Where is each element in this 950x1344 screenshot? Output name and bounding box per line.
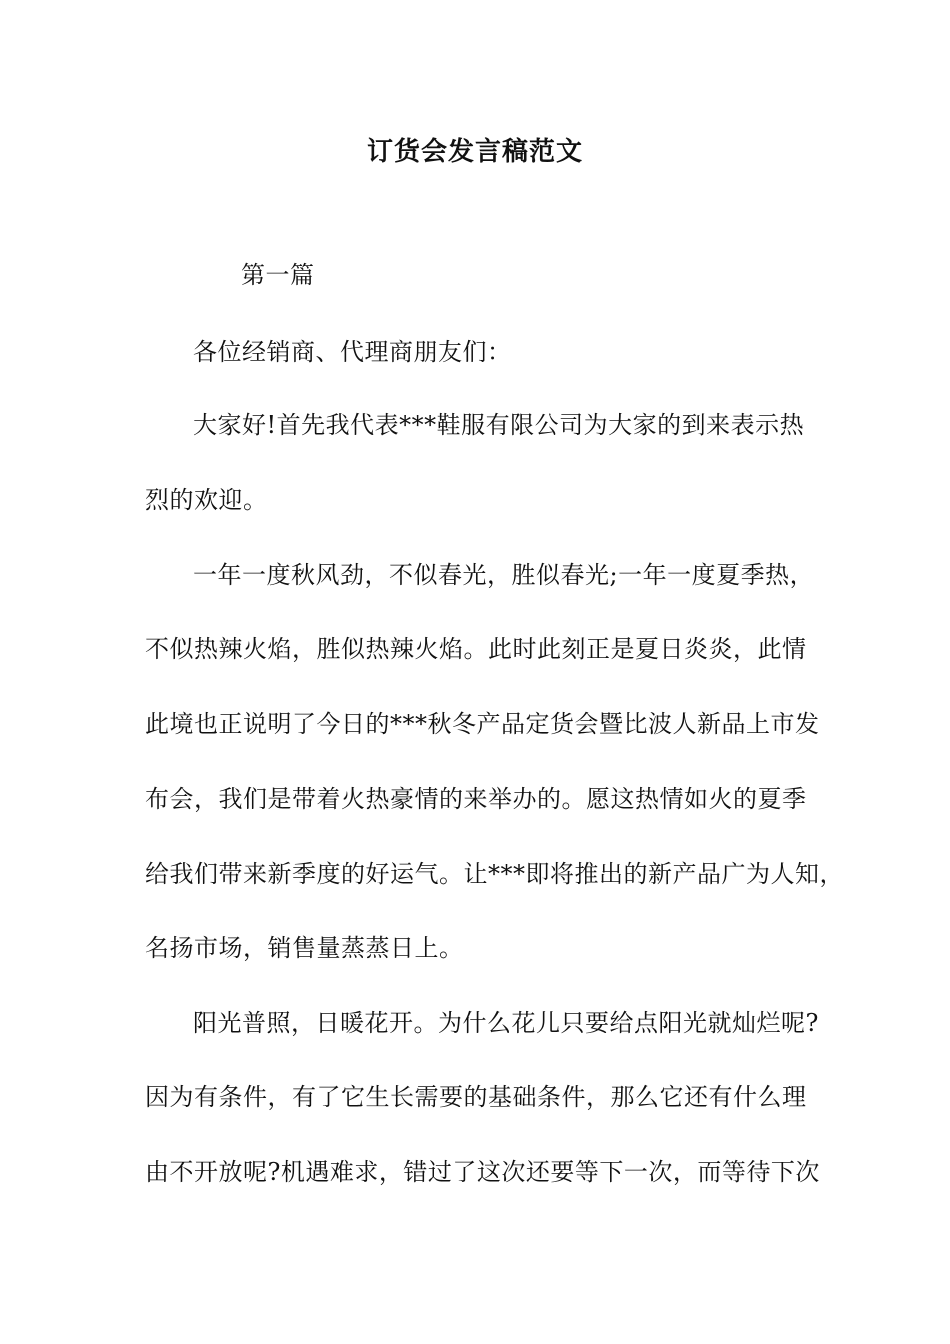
greeting-line: 各位经销商、代理商朋友们： (193, 338, 512, 366)
document-title: 订货会发言稿范文 (366, 137, 583, 167)
paragraph-line: 布会，我们是带着火热豪情的来举办的。愿这热情如火的夏季 (145, 785, 807, 813)
paragraph-line: 一年一度秋风劲，不似春光，胜似春光;一年一度夏季热， (193, 561, 815, 589)
paragraph-line: 烈的欢迎。 (145, 486, 268, 514)
section-heading: 第一篇 (241, 261, 315, 289)
paragraph-line: 由不开放呢?机遇难求，错过了这次还要等下一次，而等待下次 (145, 1158, 820, 1186)
paragraph-line: 给我们带来新季度的好运气。让***即将推出的新产品广为人知， (145, 860, 844, 888)
paragraph-line: 名扬市场，销售量蒸蒸日上。 (145, 934, 464, 962)
paragraph-line: 大家好!首先我代表***鞋服有限公司为大家的到来表示热 (193, 411, 805, 439)
paragraph-line: 不似热辣火焰，胜似热辣火焰。此时此刻正是夏日炎炎，此情 (145, 635, 807, 663)
paragraph-line: 因为有条件，有了它生长需要的基础条件，那么它还有什么理 (145, 1083, 807, 1111)
paragraph-line: 此境也正说明了今日的***秋冬产品定货会暨比波人新品上市发 (145, 710, 820, 738)
paragraph-line: 阳光普照，日暖花开。为什么花儿只要给点阳光就灿烂呢? (193, 1009, 819, 1037)
